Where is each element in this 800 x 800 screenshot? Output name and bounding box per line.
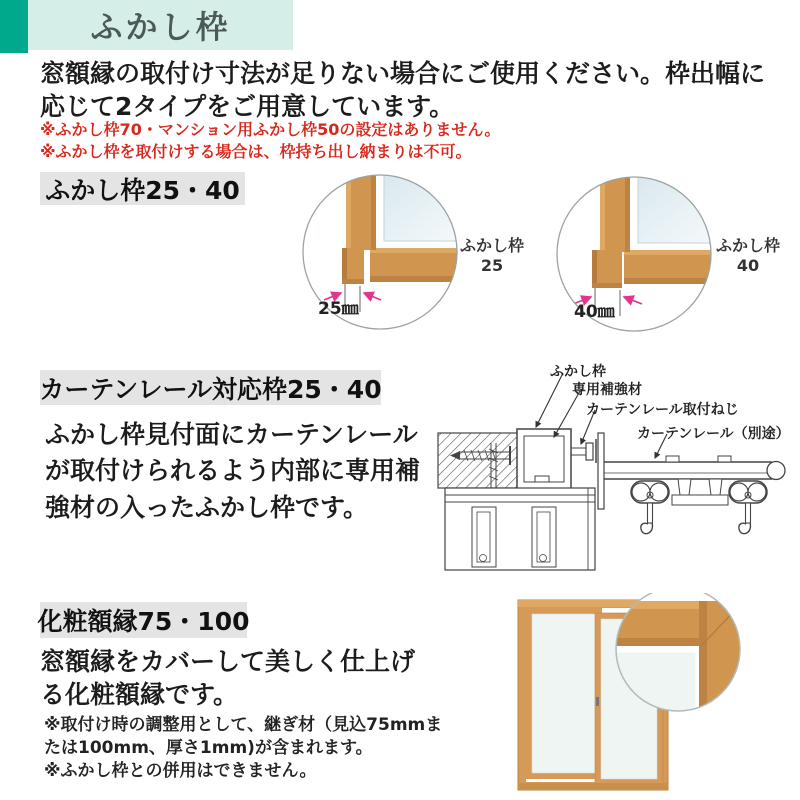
label-rail: カーテンレール（別途）: [637, 426, 790, 442]
section-heading-keshou: 化粧額縁75・100: [40, 602, 247, 638]
section-heading-curtain: カーテンレール対応枠25・40: [40, 370, 381, 405]
section-heading-fukashi: ふかし枠25・40: [40, 172, 245, 205]
rail-runner-right: [729, 481, 767, 534]
window-illustration: [505, 593, 765, 800]
label-fukashi: ふかし枠: [550, 364, 606, 380]
rail-runner-left: [631, 481, 669, 534]
fukashi-40-size: 40: [736, 256, 760, 275]
intro-text: 窓額縁の取付け寸法が足りない場合にご使用ください。枠出幅に応じて2タイプをご用意しています。: [40, 59, 766, 121]
fukashi-25-size: 25: [480, 256, 504, 275]
intro-note: ※ふかし枠を取付けする場合は、枠持ち出し納まりは不可。: [40, 142, 472, 161]
fukashi-40-label: [708, 236, 788, 276]
curtain-body: ふかし枠見付面にカーテンレールが取付けられるよう内部に専用補強材の入ったふかし枠です。: [45, 420, 421, 522]
fukashi-25-dimension: 25㎜: [318, 299, 359, 319]
page-title: ふかし枠: [90, 8, 231, 46]
intro-note: ※ふかし枠70・マンション用ふかし枠50の設定はありません。: [40, 120, 501, 139]
fukashi-40-dimension: 40㎜: [574, 302, 615, 322]
window-left-panel: [526, 608, 602, 779]
fukashi-40-label-text: ふかし枠: [715, 236, 780, 255]
fukashi-25-label-text: ふかし枠: [459, 236, 524, 255]
keshou-body: 窓額縁をカバーして美しく仕上げる化粧額縁です。: [40, 647, 416, 709]
header-accent-block: [0, 0, 28, 53]
label-rail-screw: カーテンレール取付ねじ: [586, 402, 739, 418]
keshou-note: ※取付け時の調整用として、継ぎ材（見込75mmまたは100mm、厚さ1mm)が含まれます。: [44, 715, 443, 758]
label-reinforcement: 専用補強材: [572, 382, 642, 398]
header-band: [28, 0, 293, 50]
keshou-note: ※ふかし枠との併用はできません。: [44, 761, 317, 781]
fukashi-25-label: [452, 236, 532, 276]
